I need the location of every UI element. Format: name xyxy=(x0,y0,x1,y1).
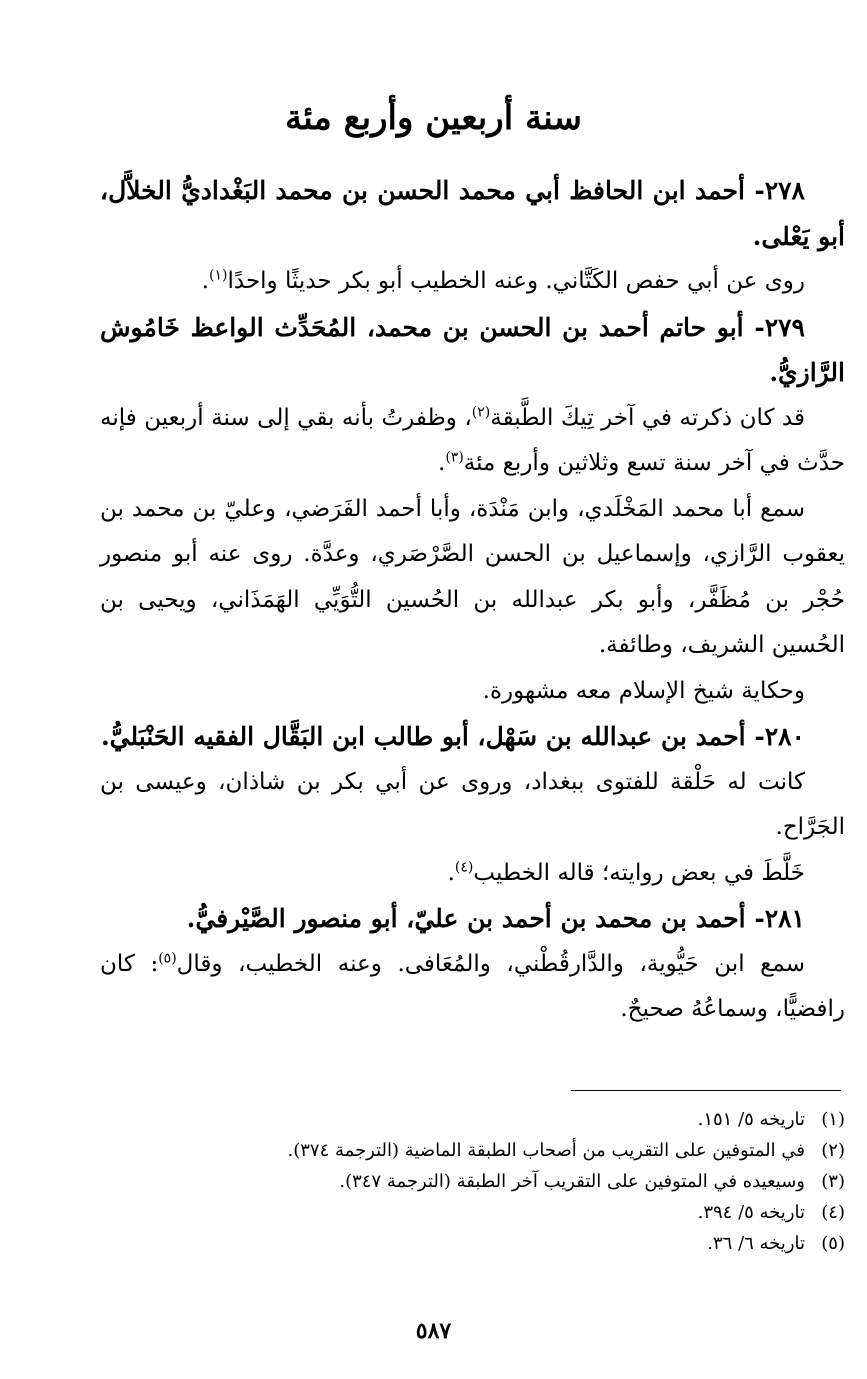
footnote-number: (١) xyxy=(821,1109,845,1130)
footnote-item xyxy=(100,1197,845,1228)
footnote-text: وسيعيده في المتوفين على التقريب آخر الطبقة (الترجمة ٣٤٧). xyxy=(339,1171,805,1192)
main-text xyxy=(100,168,845,1033)
footnote-text: تاريخه ٦/ ٣٦. xyxy=(707,1233,805,1254)
footnote-text: تاريخه ٥/ ١٥١. xyxy=(697,1109,805,1130)
entry-heading-278: ٢٧٨- أحمد ابن الحافظ أبي محمد الحسن بن محمد البَغْداديُّ الخلاَّل، أبو يَعْلى. xyxy=(100,176,845,251)
footnote-item xyxy=(100,1228,845,1259)
footnote-text: تاريخه ٥/ ٣٩٤. xyxy=(697,1202,805,1223)
entry-paragraph: خَلَّطَ في بعض روايته؛ قاله الخطيب$^{(٤)}$. xyxy=(447,858,805,886)
footnote-ref[interactable]: (٢) xyxy=(471,403,491,420)
entry-heading-281: ٢٨١- أحمد بن محمد بن أحمد بن عليّ، أبو منصور الصَّيْرفيُّ. xyxy=(186,904,805,933)
entry-paragraph: قد كان ذكرته في آخر تِيكَ الطَّبقة$^{(٢)}$، وظفرتُ بأنه بقي إلى سنة أربعين فإنه حدَّث في آخر سنة تسع وثلاثين وأربع مئة$^{(٣)}$. xyxy=(100,403,845,476)
footnote-number: (٣) xyxy=(821,1171,845,1192)
footnote-text: في المتوفين على التقريب من أصحاب الطبقة الماضية (الترجمة ٣٧٤). xyxy=(287,1140,805,1161)
footnote-ref[interactable]: (٥) xyxy=(158,949,177,966)
footnote-item xyxy=(100,1104,845,1135)
entry-heading-280: ٢٨٠- أحمد بن عبدالله بن سَهْل، أبو طالب ابن البَقَّال الفقيه الحَنْبَليُّ. xyxy=(100,722,805,751)
entry-paragraph: سمع أبا محمد المَخْلَدي، وابن مَنْدَة، وأبا أحمد الفَرَضي، وعليّ بن محمد بن يعقوب الرَّازي، وإسماعيل بن الحسن الصَّرْصَري، وعدَّة. روى عنه أبو منصور حُجْر بن مُظَفَّر، وأبو بكر عبدالله بن الحُسين التُّوَيِّي الهَمَذَاني، ويحيى بن الحُسين الشريف، وطائفة. xyxy=(100,495,845,658)
entry-paragraph: روى عن أبي حفص الكَتَّاني. وعنه الخطيب أبو بكر حديثًا واحدًا$^{(١)}$. xyxy=(201,267,805,294)
footnote-number: (٢) xyxy=(821,1140,845,1161)
footnote-ref[interactable]: (٣) xyxy=(445,449,464,466)
entry-heading-279: ٢٧٩- أبو حاتم أحمد بن الحسن بن محمد، المُحَدِّث الواعظ خَامُوش الرَّازيُّ. xyxy=(100,312,845,387)
entry-paragraph: كانت له حَلْقة للفتوى ببغداد، وروى عن أبي بكر بن شاذان، وعيسى بن الجَرَّاح. xyxy=(100,768,845,840)
footnote-number: (٥) xyxy=(821,1233,845,1254)
footnote-divider xyxy=(571,1090,841,1091)
entry-paragraph: وحكاية شيخ الإسلام معه مشهورة. xyxy=(482,677,805,704)
footnote-ref[interactable]: (١) xyxy=(209,267,228,284)
page-number: ٥٨٧ xyxy=(415,1318,452,1344)
entry-paragraph: سمع ابن حَيُّوية، والدَّارقُطْني، والمُعَافى. وعنه الخطيب، وقال$^{(٥)}$: كان رافضيًّا، وسماعُهُ صحيحٌ. xyxy=(100,949,845,1022)
footnote-item xyxy=(100,1135,845,1166)
section-title: سنة أربعين وأربع مئة xyxy=(285,98,582,138)
footnote-ref[interactable]: (٤) xyxy=(454,858,474,875)
footnote-number: (٤) xyxy=(821,1202,845,1223)
footnote-item xyxy=(100,1166,845,1197)
footnotes xyxy=(100,1104,845,1259)
